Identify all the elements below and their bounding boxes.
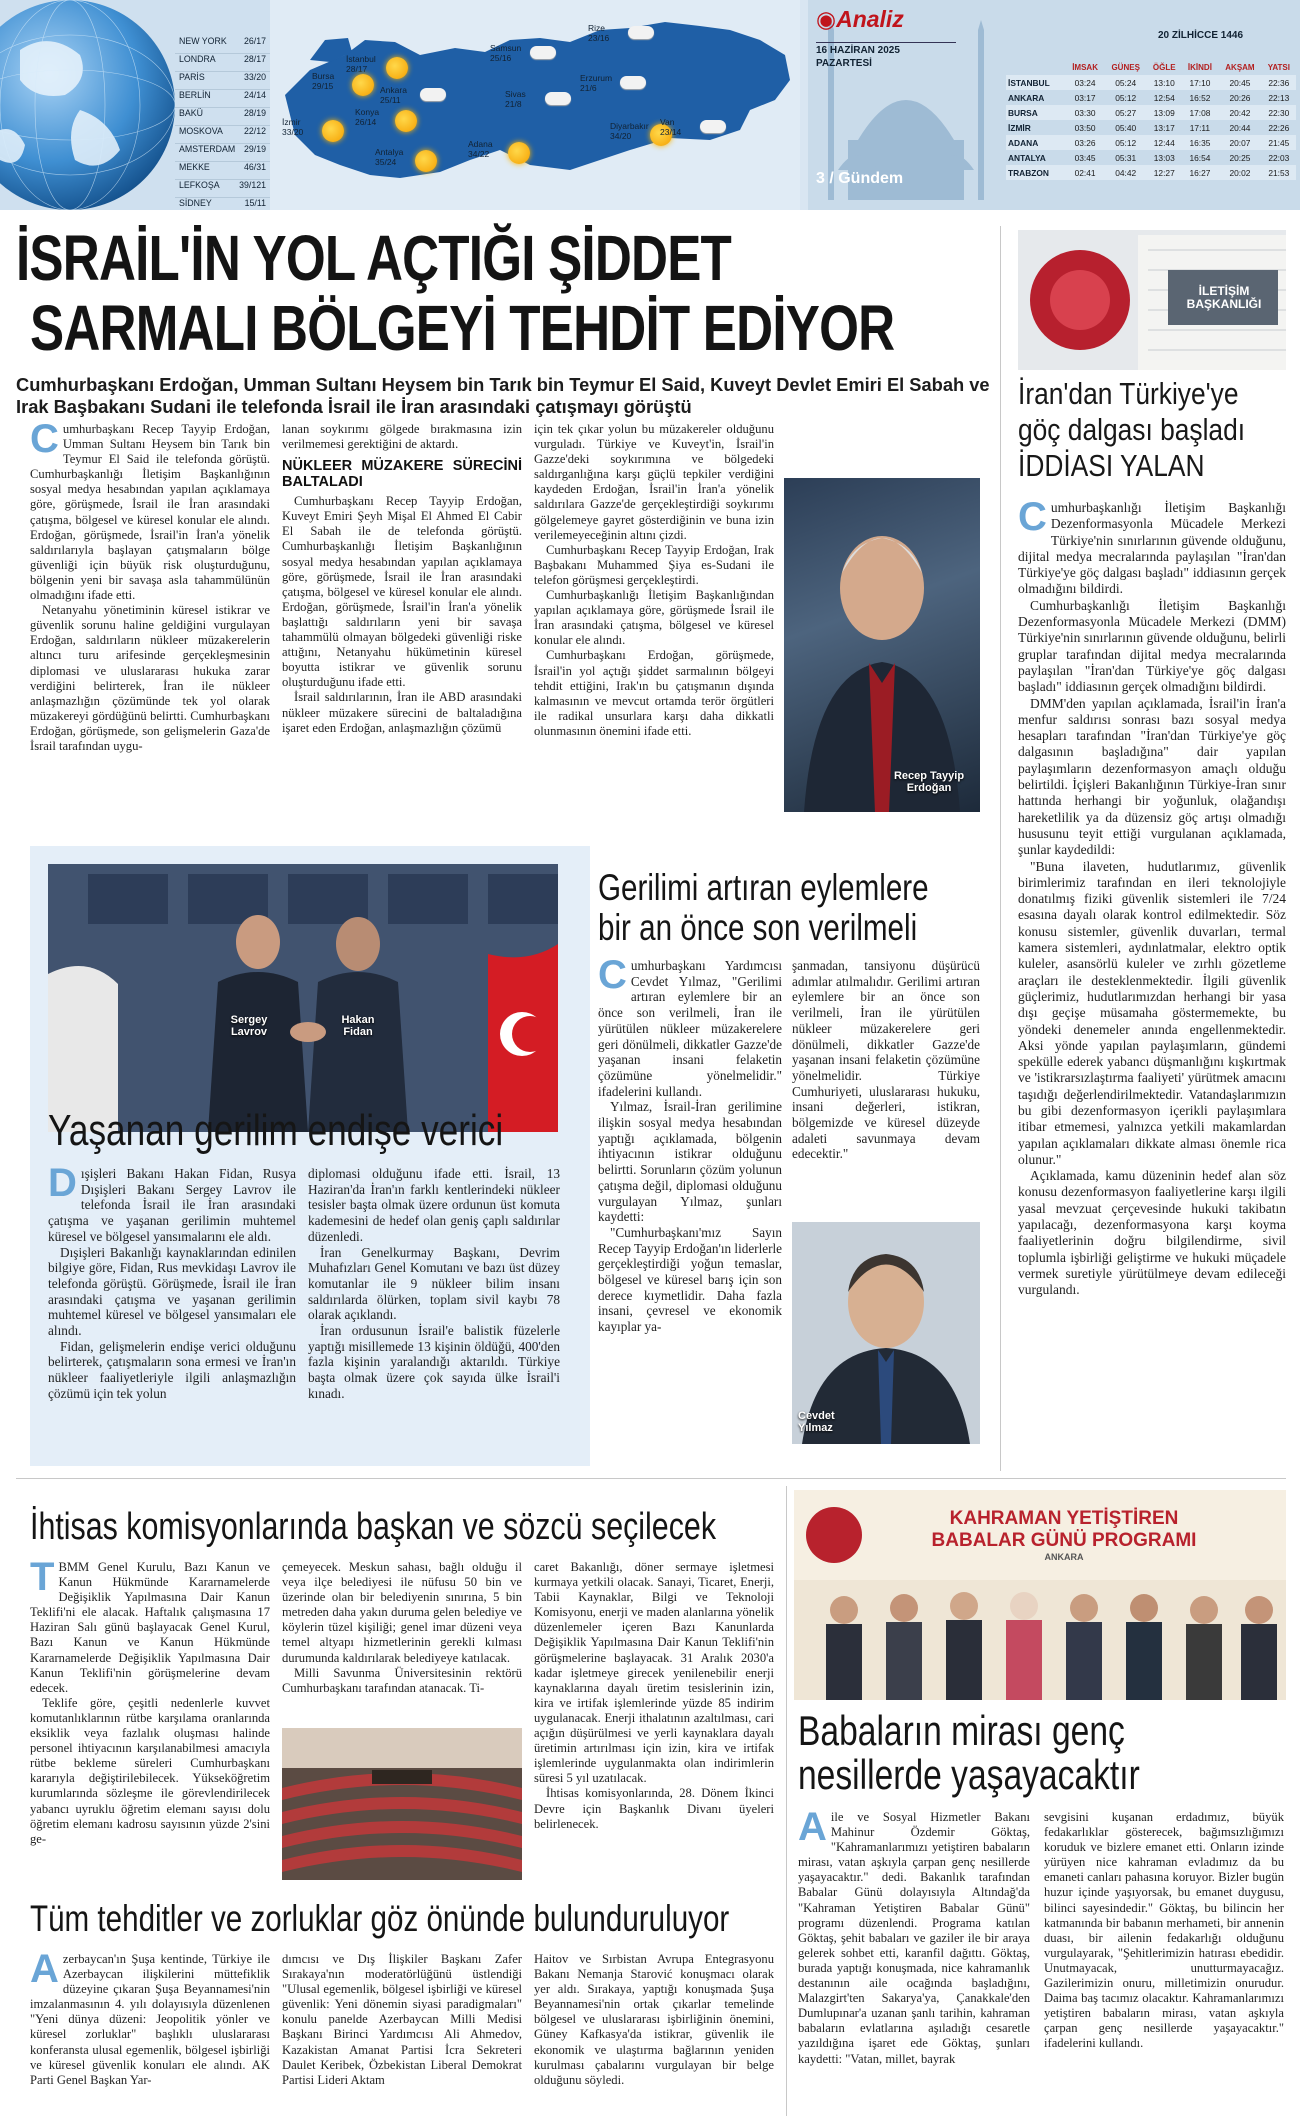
- city-weather-row: [175, 36, 270, 54]
- map-city-name: Adana: [468, 139, 493, 149]
- city-temp: 28/19: [243, 108, 266, 118]
- city-weather-row: [175, 126, 270, 144]
- prayer-cell: 03:26: [1066, 135, 1105, 150]
- map-city-label: [580, 74, 612, 93]
- prayer-cell: 05:31: [1115, 152, 1137, 163]
- city-name: LONDRA: [179, 54, 216, 64]
- map-city-temp: 21/6: [580, 82, 597, 93]
- map-city-label: [282, 118, 303, 137]
- drop-cap: C: [1018, 500, 1047, 539]
- prayer-row: [1006, 135, 1296, 150]
- prayer-cell: İZMİR: [1008, 122, 1031, 133]
- newspaper-logo: ◉Analiz: [816, 6, 904, 32]
- prayer-cell: 16:35: [1182, 135, 1219, 150]
- prayer-cell: 22:13: [1268, 92, 1290, 103]
- map-city-name: Samsun: [490, 43, 522, 53]
- city-temp: 39/121: [239, 180, 266, 190]
- prayer-cell: 05:40: [1115, 122, 1137, 133]
- sun-icon: [415, 150, 437, 172]
- baba-column-2: sevgisini kuşanan erdadımız, büyük fedakarlıklar gösterecek, bağımsızlığımızı koruduk ve bizlere emanet etti. Onların izinde yürüyen nice kahraman evladımız da bu emaneti canları pahasına koruyor. Bizler bugün huzur içinde yaşıyorsak, bu emanet duygusu, bilinci sayesindedir." Göktaş, bu bilincin her katmanında bir babanın merhameti, bir annenin duası, bir ailenin fedakarlığı olduğunu vurgulayarak, "Şehitlerimizin hatırası ebedidir. Unutmayacak, unutturmayacağız. Gazilerimizin onuru, milletimizin onurudur. Daima baş tacımız olacaktır. Kahramanlarımızı yetiştiren babaların mirası, vatan aşkıyla çarpan genç nesillerde yaşayacaktır." ifadelerini kullandı.: [1044, 1810, 1284, 2051]
- column-divider: [786, 1486, 787, 2116]
- prayer-cell: 13:17: [1153, 122, 1175, 133]
- sun-icon: [322, 120, 344, 142]
- cloud-icon: [628, 26, 654, 39]
- city-weather-row: [175, 162, 270, 180]
- prayer-row: [1006, 75, 1296, 90]
- city-weather-row: [175, 54, 270, 72]
- prayer-cell: ADANA: [1006, 135, 1066, 150]
- map-city-temp: 28/17: [346, 63, 368, 74]
- map-city-label: [312, 72, 334, 91]
- map-city-temp: 25/11: [380, 94, 401, 105]
- prayer-cell: 20:26: [1229, 92, 1251, 103]
- yilmaz-column-1: Cumhurbaşkanı Yardımcısı Cevdet Yılmaz, "Gerilimi artıran eylemlere bir an önce son verilmeli, İran ile yürütülen nükleer müzakerelere geri dönülmeli, dikkatler Gazze'de yaşanan insani felaketin çözümüne yönelmelidir." ifadelerini kullandı. Yılmaz, İsrail-İran gerilimine ilişkin sosyal medya hesabından yaptığı açıklamada, bölgenin ihtiyacının istikrar olduğunu belirtti. Sorunların çözüm yolunun çatışma değil, diplomasi olduğunu vurgulayan Yılmaz, şunları kaydetti: "Cumhurbaşkanı'mız Sayın Recep Tayyip Erdoğan'ın liderlerle gerçekleştirdiği yoğun temaslar, bölgesel ve küresel barış için son derece kıymetlidir. Daha fazla insani, çevresel ve ekonomik kayıplar ya-: [598, 958, 782, 1335]
- prayer-cell: 20:44: [1229, 122, 1251, 133]
- side-headline-1: İran'dan Türkiye'ye: [1018, 376, 1239, 411]
- prayer-cell: 21:53: [1262, 165, 1296, 180]
- yilmaz-headline-1: Gerilimi artıran eylemlere: [598, 867, 929, 908]
- event-banner-city: ANKARA: [1044, 1552, 1084, 1562]
- map-city-label: [468, 140, 493, 159]
- prayer-cell: 03:17: [1074, 92, 1096, 103]
- cloud-icon: [620, 76, 646, 89]
- prayer-cell: 17:11: [1189, 122, 1211, 133]
- section-label: 3 / Gündem: [816, 170, 904, 187]
- prayer-cell: 13:03: [1153, 152, 1175, 163]
- prayer-header-row: [1006, 60, 1296, 75]
- prayer-cell: 17:08: [1182, 105, 1219, 120]
- fathers-day-photo: [794, 1490, 1286, 1700]
- city-weather-row: [175, 198, 270, 210]
- prayer-cell: TRABZON: [1006, 165, 1066, 180]
- prayer-cell: 20:25: [1229, 152, 1251, 163]
- prayer-cell: 16:52: [1189, 92, 1211, 103]
- lead-column-1: Cumhurbaşkanı Recep Tayyip Erdoğan, Umman Sultanı Heysem bin Tarık bin Teymur El Said ile telefonda görüştü. Cumhurbaşkanlığı İletişim Başkanlığının sosyal medya hesabından yapılan açıklamaya göre, görüşmede, İsrail ile İran arasındaki çatışma, bölgesel ve küresel konular ele alındı. Erdoğan, görüşmede, İsrail'in İran'a yönelik saldırılarıyla başlayan çatışmaların bölge güvenliği için büyük risk oluşturduğunu, bölgenin yeni bir savaşa asla tahammülünün olmadığını ifade etti. Netanyahu yönetiminin küresel istikrar ve güvenlik sorunu haline geldiğini vurgulayan Erdoğan, saldırıların nükleer müzakerelerin altıncı turu arifesinde gerçekleşmesinin diplomasi ve uluslararası hukuka zarar verdiğini belirterek, İran ile nükleer anlaşmazlığın çözümünde tek yol olarak müzakereyi gördüğünü belirtti. Cumhurbaşkanı Erdoğan, görüşmede, son gelişmelerin Gaza'de İsrail tarafından uygu-: [30, 422, 270, 753]
- prayer-cell: 12:54: [1153, 92, 1175, 103]
- prayer-cell: 17:10: [1182, 75, 1219, 90]
- event-banner-line1: KAHRAMAN YETİŞTİREN: [949, 1508, 1179, 1529]
- map-city-temp: 34/20: [610, 130, 632, 141]
- baba-headline-1: Babaların mirası genç: [798, 1707, 1125, 1754]
- map-city-temp: 33/20: [282, 126, 304, 137]
- prayer-cell: 13:10: [1147, 75, 1182, 90]
- city-name: BAKÜ: [179, 108, 203, 118]
- prayer-cell: 05:12: [1105, 135, 1147, 150]
- prayer-header: İMSAK: [1072, 63, 1098, 72]
- prayer-header: ÖĞLE: [1152, 63, 1176, 72]
- baba-headline-2: nesillerde yaşayacaktır: [798, 1751, 1140, 1798]
- prayer-row: [1006, 90, 1296, 105]
- map-city-name: Diyarbakır: [610, 121, 649, 131]
- yilmaz-photo: [792, 1222, 980, 1444]
- map-city-name: Antalya: [375, 147, 404, 157]
- parliament-photo: [282, 1728, 522, 1880]
- prayer-cell: 04:42: [1105, 165, 1147, 180]
- map-city-label: [380, 86, 407, 105]
- fidan-column-2: diplomasi olduğunu ifade etti. İsrail, 13 Haziran'da İran'ın farklı kentlerindeki nükleer tesisler başta olmak üzere ordunun üst komuta kademesini de hedef olan geniş çaplı saldırılar düzenledi. İran Genelkurmay Başkanı, Devrim Muhafızları Genel Komutanı ve bazı üst düzey komutanlar ile 9 nükleer bilim insanı saldırılarda ölürken, toplam sivil kaybı 78 olarak açıklandı. İran ordusunun İsrail'e balistik füzelerle yaptığı misillemede 13 kişinin öldüğü, 400'den fazla kişinin yaralandığı aktarıldı. Türkiye başta olmak üzere çok sayıda ülke İsrail'i kınadı.: [308, 1166, 560, 1401]
- prayer-times-table: [1006, 60, 1296, 180]
- map-city-temp: 23/14: [660, 126, 682, 137]
- hijri-date: 20 ZİLHİCCE 1446: [1158, 30, 1244, 41]
- lead-column-3: için tek çıkar yolun bu müzakereler olduğunu vurguladı. Türkiye ve Kuveyt'in, İsrail'in Gazze'deki soykırımına ve bölgedeki saldırganlığına karşı güçlü tepkiler verdiğini kaydeden Erdoğan, İsrail'in İran'a yönelik saldırılara Gazze'de gerçekleştirdiği soykırımı gölgelemeye gayret gösterdiğinin ve buna izin verilemeyeceğinin altını çizdi. Cumhurbaşkanı Recep Tayyip Erdoğan, Irak Başbakanı Muhammed Şiya es-Sudani ile telefon görüşmesi gerçekleştirdi. Cumhurbaşkanlığı İletişim Başkanlığından yapılan açıklamaya göre, görüşmede İsrail ile İran arasındaki çatışma, bölgesel ve küresel konular ele alındı. Cumhurbaşkanı Erdoğan, görüşmede, İsrail'in yol açtığı şiddet sarmalının bölgeyi tehdit ettiğini, Irak'ın bu çatışmanın dışında kalmasının ve mevcut ortamda terör örgütleri ile radikal unsurlara karşı daha dikkatli olunmasının önemini ifade etti.: [534, 422, 774, 738]
- city-temp: 28/17: [243, 54, 266, 64]
- drop-cap: A: [30, 1952, 59, 1991]
- tehdit-headline: Tüm tehditler ve zorluklar göz önünde bulunduruluyor: [30, 1898, 730, 1939]
- fidan-caption: Hakan Fidan: [341, 1014, 375, 1038]
- tehdit-column-3: Haitov ve Sırbistan Avrupa Entegrasyonu Bakanı Nemanja Starović konuşmacı olarak yer aldı. Sırakaya, yaptığı konuşmada Şuşa Beyannamesi'nin ortak çıkarlar temelinde bölgesel ve uluslararası işbirliğinin önemini, Güney Kafkasya'da istikrar, güvenlik ile ekonomik ve ulaştırma bağlarının yeniden kurulması çabalarını vurgulayan bir belge olduğunu söyledi.: [534, 1952, 774, 2087]
- side-headline-3: İDDİASI YALAN: [1018, 448, 1205, 483]
- map-city-temp: 21/8: [505, 98, 522, 109]
- prayer-cell: 20:42: [1218, 105, 1262, 120]
- sun-icon: [395, 110, 417, 132]
- communications-building-photo: [1018, 230, 1286, 370]
- yilmaz-headline-2: bir an önce son verilmeli: [598, 907, 918, 948]
- prayer-cell: ANTALYA: [1008, 152, 1046, 163]
- globe-icon: [0, 0, 180, 210]
- map-city-name: Rize: [588, 23, 606, 33]
- prayer-cell: 22:26: [1268, 122, 1290, 133]
- map-city-temp: 34/22: [468, 148, 490, 159]
- prayer-cell: 05:24: [1105, 75, 1147, 90]
- city-name: PARİS: [179, 72, 205, 82]
- side-headline-2: göç dalgası başladı: [1018, 412, 1246, 447]
- city-name: SİDNEY: [179, 198, 212, 208]
- map-city-label: [490, 44, 521, 63]
- lavrov-caption: Sergey Lavrov: [230, 1014, 268, 1038]
- map-city-name: Van: [660, 117, 675, 127]
- drop-cap: A: [798, 1810, 827, 1849]
- prayer-cell: 22:30: [1262, 105, 1296, 120]
- prayer-header: İKİNDİ: [1187, 63, 1212, 72]
- sun-icon: [508, 142, 530, 164]
- prayer-header-blank: [1006, 60, 1066, 75]
- prayer-cell: 03:30: [1066, 105, 1105, 120]
- map-city-label: [610, 122, 649, 141]
- map-city-name: Sivas: [505, 89, 526, 99]
- map-city-temp: 35/24: [375, 156, 397, 167]
- city-temp: 22/12: [243, 126, 266, 136]
- city-name: NEW YORK: [179, 36, 227, 46]
- city-name: LEFKOŞA: [179, 180, 220, 190]
- prayer-row: [1006, 105, 1296, 120]
- prayer-cell: 13:09: [1147, 105, 1182, 120]
- lead-headline-line1: İSRAİL'İN YOL AÇTIĞI ŞİDDET: [16, 222, 732, 294]
- drop-cap: D: [48, 1166, 77, 1205]
- prayer-cell: 12:44: [1147, 135, 1182, 150]
- prayer-cell: 05:27: [1105, 105, 1147, 120]
- tehdit-column-1: Azerbaycan'ın Şuşa kentinde, Türkiye ile Azerbaycan ilişkilerini müttefiklik düzeyine çıkaran Şuşa Beyannamesi'nin imzalanmasının 4. yılı dolayısıyla düzenlenen "Yeni dünya düzeni: Jeopolitik yönler ve küresel zorluklar" başlıklı uluslararası konferansta ulusal egemenlik, bölgesel işbirliği ve küresel güvenlik konuları ele alındı. AK Parti Genel Başkan Yar-: [30, 1952, 270, 2087]
- baba-column-1: Aile ve Sosyal Hizmetler Bakanı Mahinur Özdemir Göktaş, "Kahramanlarımızı yetiştiren babaların mirası, vatan aşkıyla çarpan genç nesillerde yaşayacaktır." dedi. Bakanlık tarafından Babalar Günü dolayısıyla Altındağ'da "Kahraman Yetiştiren Babalar Günü" programı düzenlendi. Programa katılan Göktaş, şehit babaları ve gaziler ile bir araya gelerek sohbet etti, karanfil dağıttı. Göktaş, burada yaptığı konuşmada, nice kahramanlık destanının aile ocağında başladığını, Malazgirt'ten Sakarya'ya, Çanakkale'den Dumlupınar'a uzanan şanlı tarihin, kahraman babaların evlatlarına aşıladığı cesaretle yazıldığına işaret ede Göktaş, şunları kaydetti: "Vatan, millet, bayrak: [798, 1810, 1030, 2066]
- side-article-body: Cumhurbaşkanlığı İletişim Başkanlığı Dezenformasyonla Mücadele Merkezi Türkiye'nin sınırlarının güvende olduğunu, dijital medya mecralarında paylaşılan "İran'dan Türkiye'ye göç dalgası başladı" iddiasının gerçek olmadığını bildirdi. Cumhurbaşkanlığı İletişim Başkanlığı Dezenformasyonla Mücadele Merkezi (DMM) Türkiye'nin sınırlarının güvende olduğunu, belirli gruplar tarafından dijital medya mecralarında paylaşılan "İran'dan Türkiye'ye göç dalgası başladı" iddiasının gerçek olmadığını bildirdi. DMM'den yapılan açıklamada, İsrail'in İran'a menfur saldırısı sonrası bazı sosyal medya hesapları tarafından "İran'dan Türkiye'ye göç dalgasının başladığına" dair yapılan paylaşımların dezenformasyon amaçlı olduğu belirtildi. İçişleri Bakanlığının Türkiye-İran sınır hattında herhangi bir yoğunluk, olağandışı hareketlilik ya da düzensiz göç artışı olmadığı hususunu teyit ettiği vurgulanan açıklamada, şunlar kaydedildi: "Buna ilaveten, hudutlarımız, güvenlik birimlerimiz tarafından en ileri teknolojiyle donatılmış fiziki güvenlik sistemleri ile 7/24 esasına dayalı olarak kontrol edilmektedir. Söz konusu sistemler, güvenlik duvarları, termal kamera sistemleri, aydınlatmalar, elektro optik kuleler, asansörlü kuleler ve zırhlı gözetleme araçları ile desteklenmektedir. İlgili güvenlik güçlerimiz, hudutlarımızdan herhangi bir yasa dışı geçişe müsamaha göstermemekte, bu yöndeki denemeler anında engellenmektedir. Aksi yönde yapılan paylaşımların, gündemi spekülle ederek yabancı düşmanlığını kışkırtmak ve 'istikrarsızlaştırma faaliyeti' yürütmek amacını taşıdığı değerlendirilmektedir. Vatandaşlarımızın bu gibi dezenformasyon içerikli paylaşımlara itibar etmemesi, yalnızca yetkili makamlardan yapılan açıklamaları dikkate alması önemle rica olunur." Açıklamada, kamu düzeninin hedef alan söz konusu dezenformasyon faaliyetlerine karşı ilgili yasal mevzuat çerçevesinde hukuki takibatın yapılacağı, dezenformasyona karşı koyma faaliyetlerinin doğru bilgilendirme, sivil toplumla işbirliği geliştirme ve hukuki müçadele vermek suretiyle yürütülmeye devam edileceği vurgulandı.: [1018, 500, 1286, 1298]
- map-city-label: [375, 148, 403, 167]
- city-weather-row: [175, 144, 270, 162]
- map-city-label: [355, 108, 379, 127]
- prayer-cell: 16:54: [1189, 152, 1211, 163]
- city-name: AMSTERDAM: [179, 144, 236, 154]
- prayer-cell: 20:02: [1218, 165, 1262, 180]
- map-city-temp: 29/15: [312, 80, 334, 91]
- map-city-label: [588, 24, 609, 43]
- cloud-icon: [700, 120, 726, 133]
- prayer-header: YATSI: [1267, 63, 1290, 72]
- prayer-cell: 03:50: [1074, 122, 1096, 133]
- column-divider: [1000, 226, 1001, 1471]
- drop-cap: C: [30, 422, 59, 461]
- map-city-name: Konya: [355, 107, 380, 117]
- prayer-cell: İSTANBUL: [1006, 75, 1066, 90]
- city-name: MEKKE: [179, 162, 210, 172]
- tehdit-column-2: dımcısı ve Dış İlişkiler Başkanı Zafer Sırakaya'nın moderatörlüğünü üstlendiği "Ulusal egemenlik, bölgesel işbirliği ve küresel güvenlik: Yeni dönemin siyasi paradigmaları" konulu panelde Azerbaycan Milli Medisi Başkanı Birinci Yardımcısı Ali Ahmedov, Kazakistan Amanat Partisi İcra Sekreteri Daulet Keribek, Özbekistan Liberal Demokrat Partisi Lideri Aktam: [282, 1952, 522, 2087]
- prayer-times-panel: [808, 0, 1300, 210]
- erdogan-photo: [784, 478, 980, 812]
- fidan-lavrov-photo: [48, 864, 558, 1132]
- prayer-header: AKŞAM: [1225, 63, 1255, 72]
- prayer-cell: 16:27: [1182, 165, 1219, 180]
- prayer-cell: 05:12: [1115, 92, 1137, 103]
- prayer-cell: 12:27: [1147, 165, 1182, 180]
- world-city-list: [175, 36, 270, 210]
- photo-caption: Cevdet Yılmaz: [798, 1410, 835, 1434]
- cloud-icon: [530, 46, 556, 59]
- map-city-name: Ankara: [380, 85, 407, 95]
- prayer-cell: 21:45: [1262, 135, 1296, 150]
- prayer-cell: 03:45: [1074, 152, 1096, 163]
- prayer-row: [1006, 165, 1296, 180]
- prayer-cell: ANKARA: [1008, 92, 1045, 103]
- prayer-cell: 20:45: [1218, 75, 1262, 90]
- section-divider: [16, 1478, 1286, 1479]
- fidan-column-1: Dışişleri Bakanı Hakan Fidan, Rusya Dışişleri Bakanı Sergey Lavrov ile telefonda İsrail ile İran arasındaki çatışma ve yaşanan gerilimin muhtemel küresel ve bölgesel yansımalarını ele aldı. Dışişleri Bakanlığı kaynaklarından edinilen bilgiye göre, Fidan, Rus mevkidaşı Lavrov ile telefonda görüştü. Görüşmede, İsrail ile İran arasındaki çatışma ve yaşanan gerilimin muhtemel küresel ve bölgesel yansımaları ele alındı. Fidan, gelişmelerin endişe verici olduğunu belirterek, çatışmaların sona ermesi ve İran'ın nükleer faaliyetleriyle ilgili anlaşmazlığın çözümü için tek yolun: [48, 1166, 296, 1401]
- city-temp: 15/11: [244, 198, 266, 208]
- drop-cap: T: [30, 1560, 55, 1599]
- ihtisas-column-3: caret Bakanlığı, döner sermaye işletmesi kurmaya yetkili olacak. Sanayi, Ticaret, Enerji, Tabii Kaynaklar, Bilgi ve Teknoloji Komisyonu, enerji ve maden alanlarına yönelik düzenlemeler içeren Bazı Kanunlarda Değişiklik Yapılmasına Dair Kanun Teklifi'nin görüşmelerine başlayacak. 31 Aralık 2030'a kadar işletmeye girecek yenilenebilir enerji kaynaklarına dayalı üretim tesislerinin izin, kira ve irtifak işlemlerinde yüzde 85 indirim uygulanacak. Enerji ithalatının azaltılması, cari açığın düşürülmesi ve yerli kaynaklara dayalı üretimin artırılması için izin, kira ve irtifak işlemlerinde uygulanmakta olan indirimlerin süresi 5 yıl uzatılacak. İhtisas komisyonlarında, 28. Dönem İkinci Devre için Başkanlık Divanı üyeleri belirlenecek.: [534, 1560, 774, 1831]
- map-city-label: [346, 55, 376, 74]
- map-city-temp: 23/16: [588, 32, 610, 43]
- map-city-temp: 26/14: [355, 116, 377, 127]
- sun-icon: [386, 57, 408, 79]
- prayer-cell: 03:24: [1066, 75, 1105, 90]
- map-city-name: İzmir: [282, 117, 301, 127]
- lead-headline-line2: SARMALI BÖLGEYİ TEHDİT EDİYOR: [30, 292, 895, 364]
- prayer-cell: 20:07: [1218, 135, 1262, 150]
- lead-deck: Cumhurbaşkanı Erdoğan, Umman Sultanı Heysem bin Tarık bin Teymur El Said, Kuveyt Devlet Emiri El Sabah ve Irak Başbakanı Sudani ile telefonda İsrail ile İran arasındaki çatışmayı görüştü: [16, 374, 990, 417]
- city-name: BERLİN: [179, 90, 211, 100]
- meeting-scene-icon: [48, 864, 558, 1132]
- ihtisas-column-1: TBMM Genel Kurulu, Bazı Kanun ve Kanun Hükmünde Kararnamelerde Değişiklik Yapılmasına Dair Kanun Teklifi'ni ele alacak. Haftalık çalışmasına 17 Haziran Salı günü başlayacak Genel Kurul, Bazı Kanun ve Kanun Hükmünde Kararnamelerde Değişiklik Yapılmasına Dair Kanun Teklifi'nin görüşmelerine devam edecek. Teklife göre, çeşitli nedenlerle kuvvet komutanlıklarının rütbe karşılama oranlarında eksiklik veya fazlalık oluşması halinde personel ihtiyacının karşılanabilmesi amacıyla rütbe bekleme süreleri Cumhurbaşkanı kararıyla değiştirilebilecek. Yükseköğretim kurumlarında sözleşme ile görevlendirilecek yabancı uyruklu öğretim elemanı sayısı dolu öğretim elemanı kadrosu sayısının yüzde 2'sini ge-: [30, 1560, 270, 1846]
- city-weather-row: [175, 72, 270, 90]
- map-city-name: Erzurum: [580, 73, 613, 83]
- map-city-temp: 25/16: [490, 52, 512, 63]
- lead-column-2: lanan soykırımı gölgede bırakmasına izin verilmemesi gerektiğini de aktardı. NÜKLEER MÜZAKERE SÜRECİNİ BALTALADI Cumhurbaşkanı Recep Tayyip Erdoğan, Kuveyt Emiri Şeyh Mişal El Ahmed El Cabir El Sabah ile de telefonda görüştü. Cumhurbaşkanlığı İletişim Başkanlığının sosyal medya hesabından yapılan açıklamaya göre, görüşmede, İsrail ile İran arasındaki çatışma, bölgesel ve küresel konular ele alındı. Erdoğan, görüşmede, İsrail'in İran'a yönelik başlattığı saldırıların yeni bir savaşa tahammülü olmayan bölgedeki güvenliği riske attığını, Netanyahu hükümetinin küresel boyutta istikrar ve güvenlik sorunu oluşturduğunu ifade etti. İsrail saldırılarının, İran ile ABD arasındaki nükleer müzakere sürecini de baltaladığına işaret eden Erdoğan, anlaşmazlığın çözümü: [282, 422, 522, 735]
- map-city-name: Bursa: [312, 71, 335, 81]
- building-sign: İLETİŞİM BAŞKANLIĞI: [1186, 284, 1262, 311]
- city-temp: 33/20: [243, 72, 266, 82]
- prayer-row: [1006, 150, 1296, 165]
- turkey-weather-map: [270, 0, 800, 210]
- lead-subheading: NÜKLEER MÜZAKERE SÜRECİNİ BALTALADI: [282, 458, 522, 491]
- city-temp: 26/17: [243, 36, 266, 46]
- issue-day: PAZARTESİ: [816, 58, 872, 69]
- fidan-headline: Yaşanan gerilim endişe verici: [48, 1106, 504, 1155]
- map-city-name: İstanbul: [346, 54, 376, 64]
- map-city-label: [660, 118, 681, 137]
- turkey-map-shape: [270, 0, 800, 210]
- sun-icon: [352, 74, 374, 96]
- parliament-hall-icon: [282, 1728, 522, 1880]
- cloud-icon: [545, 92, 571, 105]
- prayer-cell: BURSA: [1006, 105, 1066, 120]
- issue-date: 16 HAZİRAN 2025: [816, 45, 900, 56]
- city-weather-row: [175, 90, 270, 108]
- ihtisas-column-2: çemeyecek. Meskun sahası, bağlı olduğu il veya ilçe belediyesi ile nüfusu 50 bin ve üzerinde olan bir belediyenin sınırına, 5 bin metreden daha yakın duruma gelen belediye ve köylerin tüzel kişiliği; genel imar düzeni veya temel altyapı hizmetlerinin gerekli kılması durumunda kaldırılarak belediyeye katılacak. Milli Savunma Üniversitesinin rektörü Cumhurbaşkanı tarafından atanacak. Ti-: [282, 1560, 522, 1695]
- city-temp: 29/19: [243, 144, 266, 154]
- city-temp: 24/14: [243, 90, 266, 100]
- prayer-cell: 02:41: [1066, 165, 1105, 180]
- drop-cap: C: [598, 958, 627, 997]
- prayer-cell: 22:36: [1262, 75, 1296, 90]
- world-weather-panel: [0, 0, 270, 210]
- prayer-row: [1006, 120, 1296, 135]
- portrait-icon: [784, 478, 980, 812]
- cloud-icon: [420, 88, 446, 101]
- yilmaz-column-2: şanmadan, tansiyonu düşürücü adımlar atılmalıdır. Gerilimi artıran eylemlere bir an önce son verilmeli, İran ile yürütülen nükleer müzakerelere geri dönülmeli, dikkatler Gazze'de yaşanan insani felaketin çözümüne yönelmelidir. Türkiye Cumhuriyeti, uluslararası hukuku, insani değerleri, istikran, bölgemizde ve küresel düzeyde adaleti savunmaya devam edecektir.": [792, 958, 980, 1162]
- city-weather-row: [175, 108, 270, 126]
- photo-caption: Recep Tayyip Erdoğan: [893, 770, 965, 794]
- ihtisas-headline: İhtisas komisyonlarında başkan ve sözcü seçilecek: [30, 1506, 717, 1548]
- prayer-cell: 22:03: [1268, 152, 1290, 163]
- city-temp: 46/31: [243, 162, 266, 172]
- event-banner-line2: BABALAR GÜNÜ PROGRAMI: [931, 1530, 1197, 1551]
- map-city-label: [505, 90, 526, 109]
- prayer-header: GÜNEŞ: [1111, 63, 1140, 72]
- city-name: MOSKOVA: [179, 126, 223, 136]
- city-weather-row: [175, 180, 270, 198]
